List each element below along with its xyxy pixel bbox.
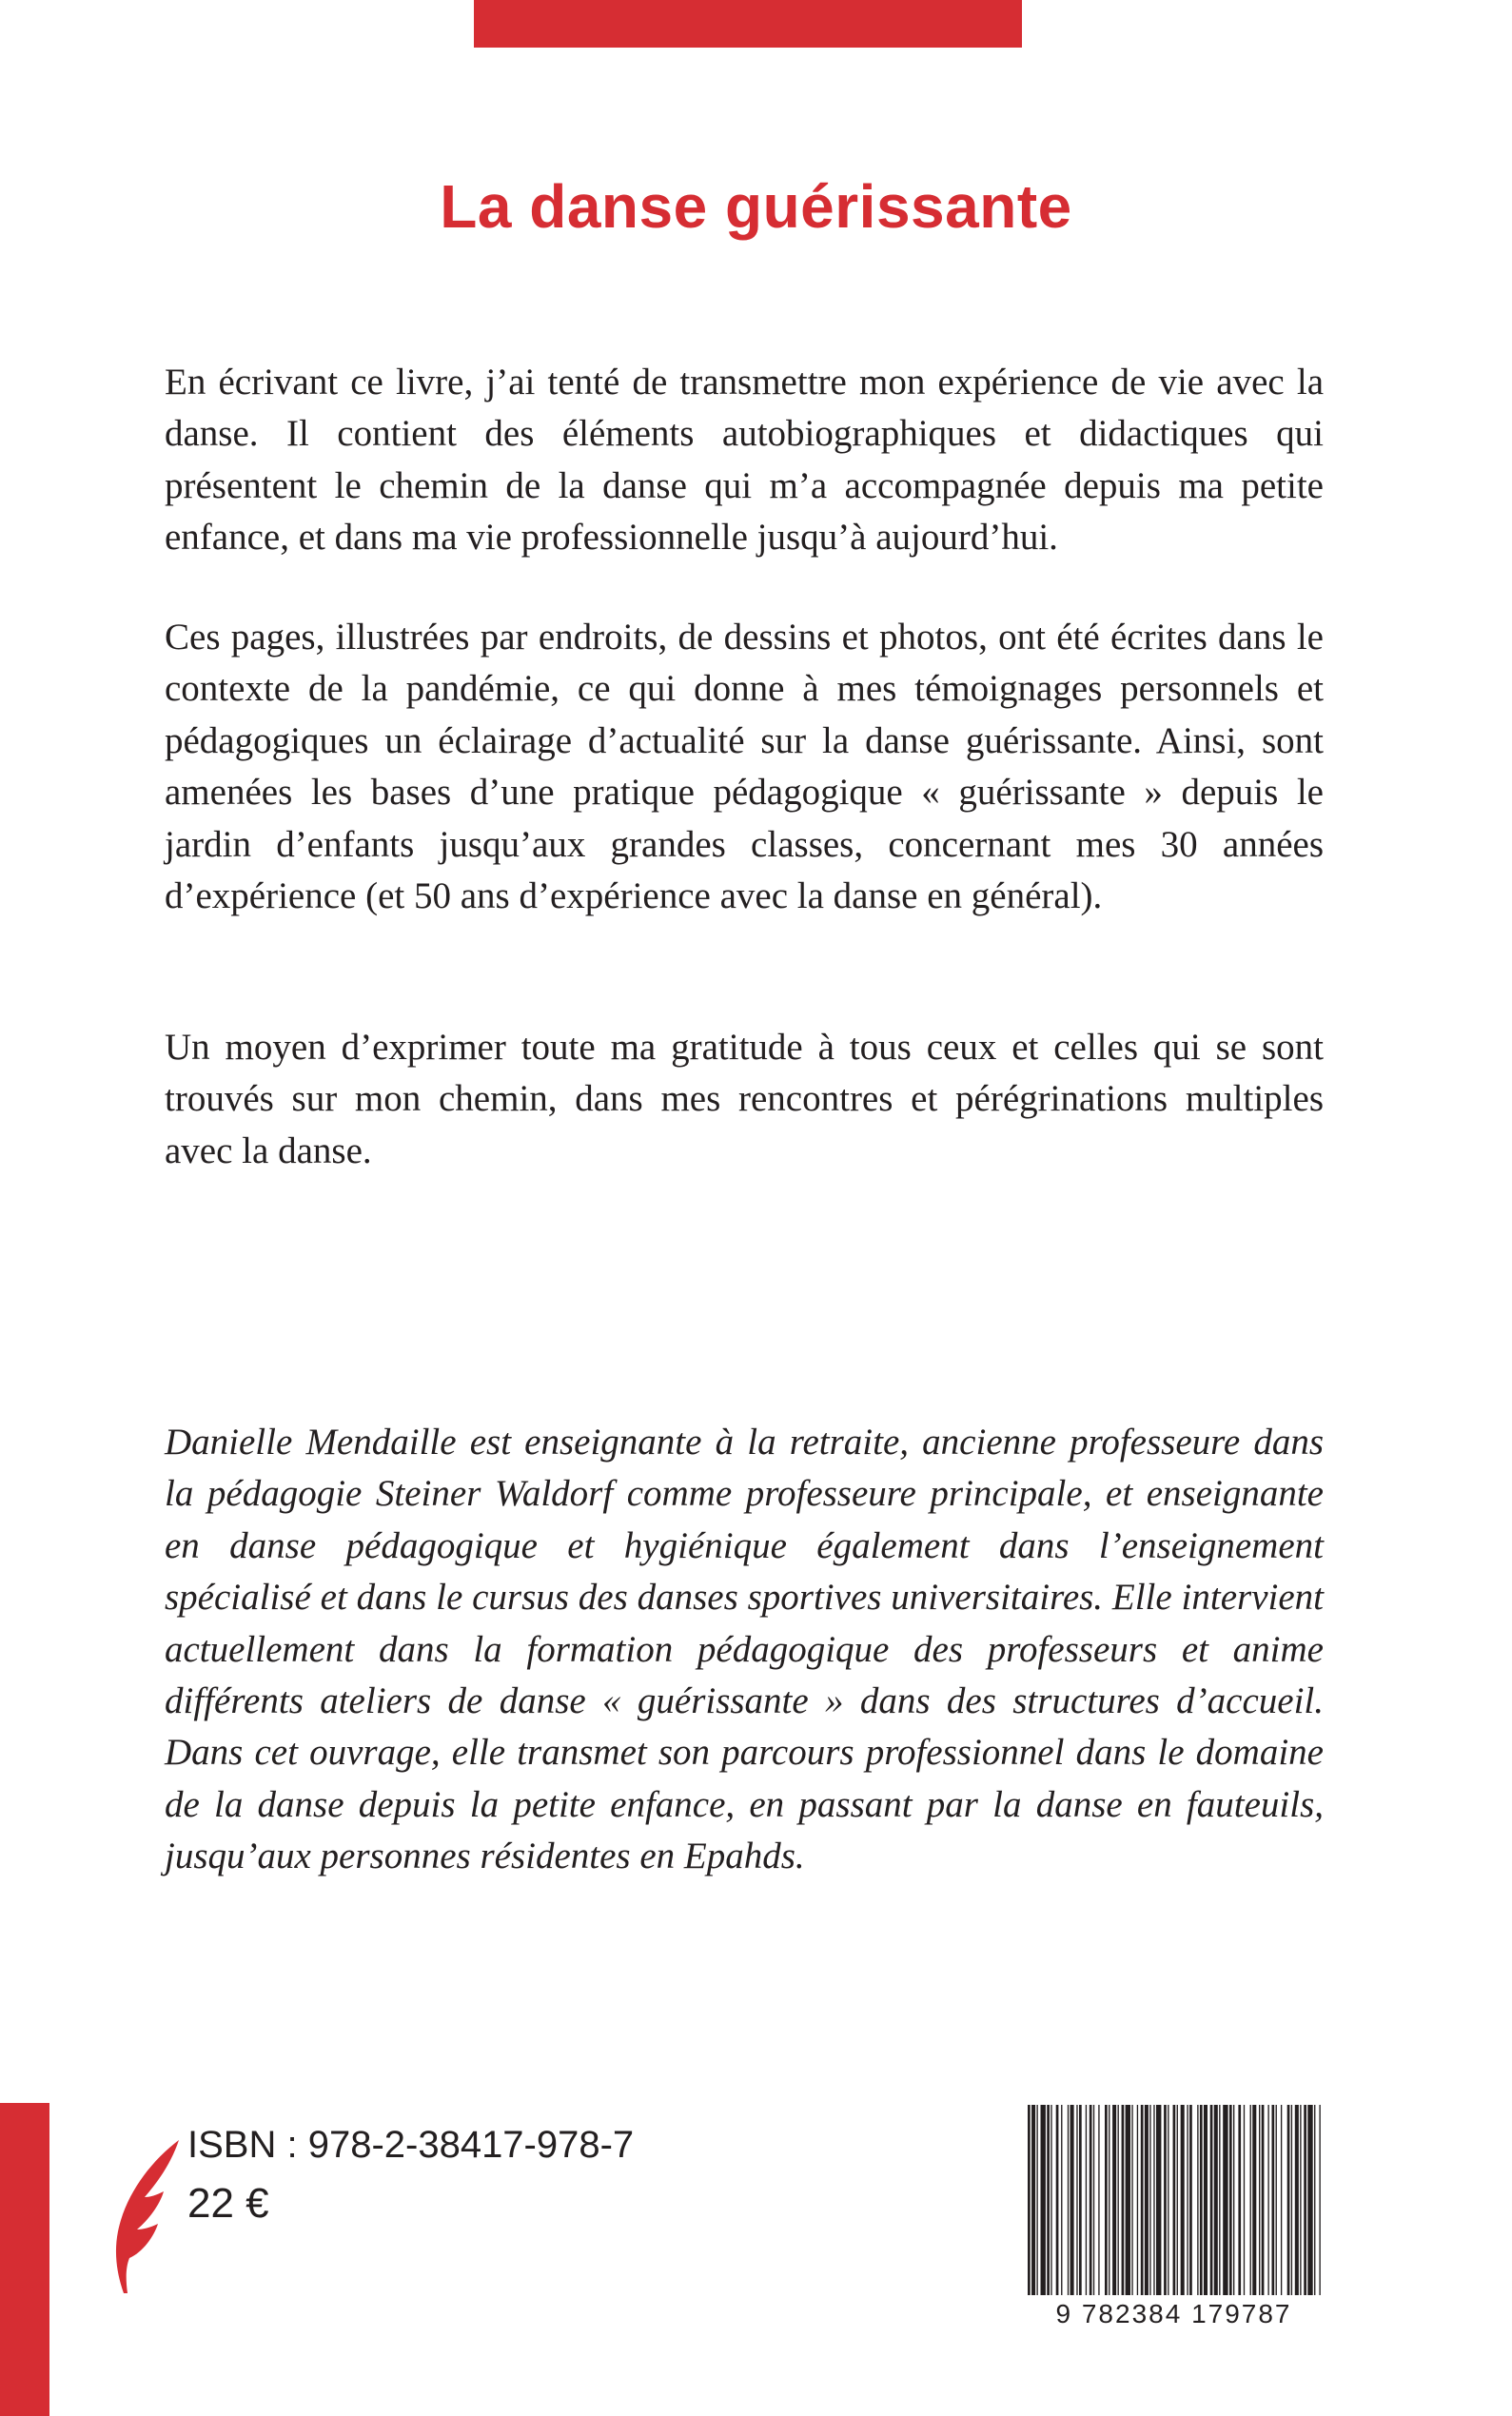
summary-paragraph-3: Un moyen d’exprimer toute ma gratitude à tous ceux et celles qui se sont trouvés sur mon chemin, dans mes rencontres et pérégrinations multiples avec la danse. [165,1027,1324,1171]
barcode-bar [1090,2105,1092,2295]
barcode-bar [1281,2105,1282,2295]
barcode-bar [1156,2105,1161,2295]
barcode-bar [1259,2105,1260,2295]
barcode-bar [1219,2105,1220,2295]
barcode-bar [1262,2105,1265,2295]
barcode-bar [1319,2105,1320,2295]
barcode-bar [1223,2105,1227,2295]
barcode-bar [1276,2105,1277,2295]
barcode-bar [1076,2105,1077,2295]
barcode-bar [1229,2105,1232,2295]
barcode-bar [1153,2105,1154,2295]
barcode-bar [1086,2105,1087,2295]
barcode-bar [1041,2105,1046,2295]
barcode-bar [1105,2105,1108,2295]
barcode-bar [1149,2105,1150,2295]
barcode-bar [1141,2105,1144,2295]
barcode-bar [1145,2105,1149,2295]
feather-icon [105,2136,186,2298]
barcode-bar [1137,2105,1138,2295]
barcode-bar [1098,2105,1099,2295]
barcode-bar [1304,2105,1306,2295]
barcode-bar [1197,2105,1198,2295]
barcode-bar [1028,2105,1031,2295]
barcode-bar [1300,2105,1301,2295]
barcode-bar [1214,2105,1218,2295]
barcode-bar [1164,2105,1167,2295]
barcode-bar [1061,2105,1062,2295]
barcode-bar [1112,2105,1116,2295]
barcode-bar [1287,2105,1290,2295]
barcode-bar [1244,2105,1245,2295]
barcode-bar [1189,2105,1192,2295]
isbn-label: ISBN : 978-2-38417-978-7 [187,2124,635,2166]
barcode-bar [1204,2105,1208,2295]
barcode-bar [1173,2105,1176,2295]
barcode-bar [1250,2105,1251,2295]
barcode-bar [1252,2105,1256,2295]
barcode [1024,2105,1324,2305]
barcode-bar [1233,2105,1234,2295]
barcode-bar [1187,2105,1188,2295]
barcode-bar [1272,2105,1275,2295]
barcode-bar [1047,2105,1050,2295]
barcode-bar [1181,2105,1185,2295]
barcode-bar [1131,2105,1132,2295]
summary-paragraph-2: Ces pages, illustrées par endroits, de dessins et photos, ont été écrites dans le contexte de la pandémie, ce qui donne à mes témoignages personnels et pédagogiques un éclairage d’actualité sur la danse guérissante. Ainsi, sont amenées les bases d’une pratique pédagogique « guérissante » depuis le jardin d’enfants jusqu’aux grandes classes, concernant mes 30 années d’expérience (et 50 ans d’expérience avec la danse en général). [165,617,1324,917]
barcode-bar [1238,2105,1241,2295]
book-title: La danse guérissante [440,172,1072,241]
bottom-left-accent-bar [0,2103,49,2416]
barcode-bar [1036,2105,1037,2295]
barcode-bar [1307,2105,1312,2295]
barcode-bar [1210,2105,1213,2295]
barcode-bar [1070,2105,1074,2295]
barcode-bar [1079,2105,1082,2295]
barcode-bar [1291,2105,1292,2295]
barcode-bar [1056,2105,1059,2295]
barcode-bar [1031,2105,1035,2295]
barcode-bar [1295,2105,1299,2295]
barcode-bar [1118,2105,1119,2295]
barcode-bar [1314,2105,1315,2295]
top-accent-bar [474,0,1022,48]
barcode-bar [1122,2105,1125,2295]
barcode-bar [1200,2105,1203,2295]
barcode-bar [1267,2105,1268,2295]
price-label: 22 € [187,2180,269,2227]
barcode-bar [1177,2105,1178,2295]
barcode-digits: 9 782384 179787 [1055,2299,1292,2328]
summary-paragraph-1: En écrivant ce livre, j’ai tenté de transmettre mon expérience de vie avec la danse. Il contient des éléments autobiographiques et didactiques qui présentent le chemin de la danse qui m’a accompagnée depuis ma petite enfance, et dans ma vie professionnelle jusqu’à aujourd’hui. [165,362,1324,559]
barcode-bar [1093,2105,1094,2295]
barcode-bar [1126,2105,1130,2295]
barcode-bar [1068,2105,1069,2295]
author-bio: Danielle Mendaille est enseignante à la retraite, ancienne professeure dans la pédagogie Steiner Waldorf comme professeure principale, et enseignante en danse pédagogique et hygiénique également dans l’enseignement spécialisé et dans le cursus des danses sportives universitaires. Elle intervient actuellement dans la formation pédagogique des professeurs et anime différents ateliers de danse « guérissante » dans des structures d’accueil. Dans cet ouvrage, elle transmet son parcours professionnel dans le domaine de la danse depuis la petite enfance, en passant par la danse en fauteuils, jusqu’aux personnes résidentes en Epahds. [165,1422,1324,1877]
